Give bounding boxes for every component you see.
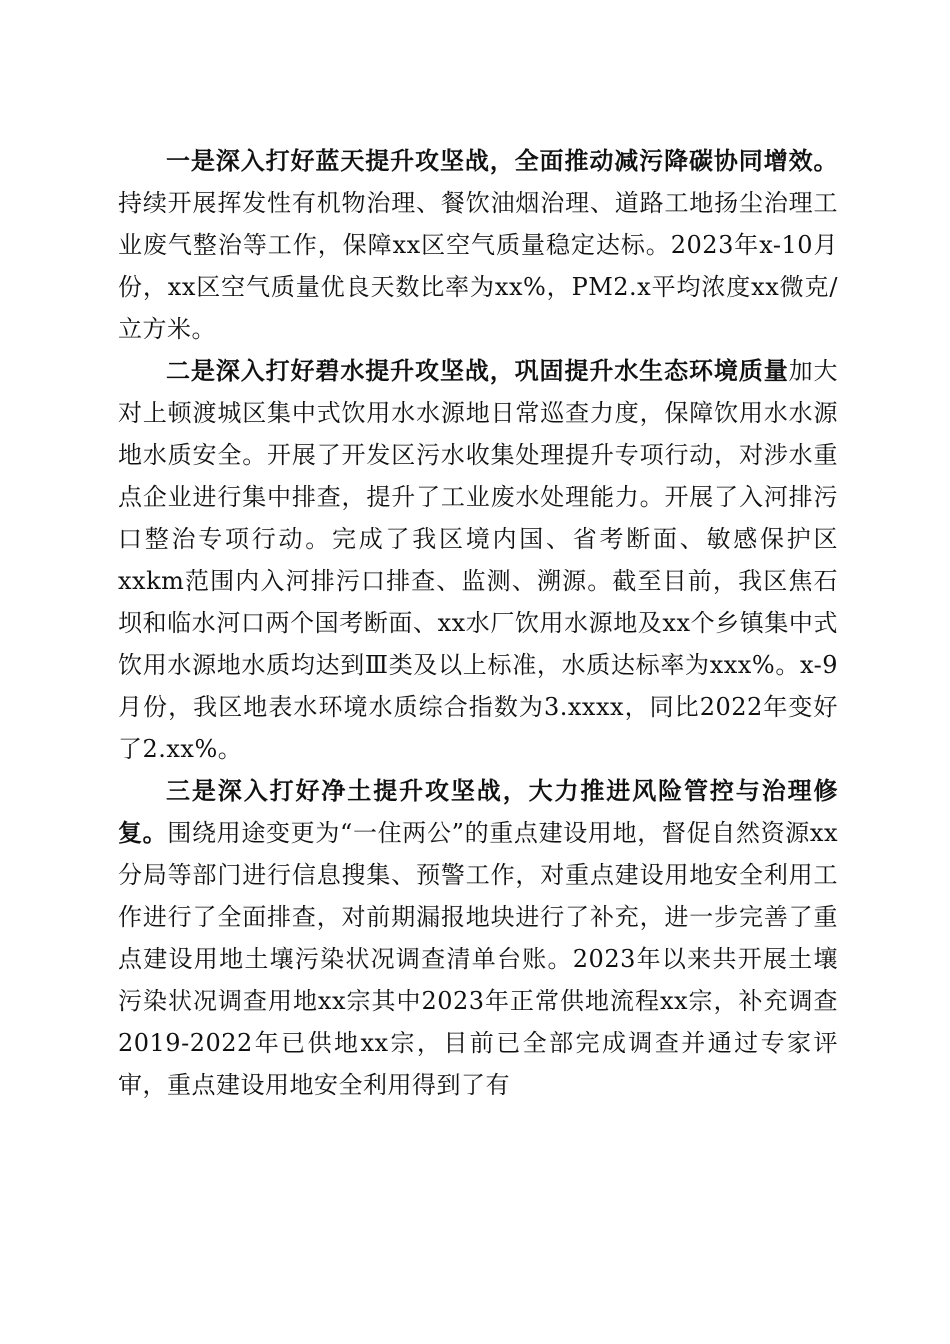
paragraph-body: 加大对上顿渡城区集中式饮用水水源地日常巡查力度，保障饮用水水源地水质安全。开展了开发区污水收集处理提升专项行动，对涉水重点企业进行集中排查，提升了工业废水处理能力。开展了入河排污口整治专项行动。完成了我区境内国、省考断面、敏感保护区xxkm范围内入河排污口排查、监测、溯源。截至目前，我区焦石坝和临水河口两个国考断面、xx水厂饮用水源地及xx个乡镇集中式饮用水源地水质均达到Ⅲ类及以上标准，水质达标率为xxx%。x-9月份，我区地表水环境水质综合指数为3.xxxx，同比2022年变好了2.xx%。 bbox=[118, 357, 839, 763]
document-page bbox=[118, 140, 838, 1106]
paragraph-lead: 一是深入打好蓝天提升攻坚战，全面推动减污降碳协同增效。 bbox=[166, 146, 838, 175]
paragraph-air bbox=[118, 140, 838, 350]
paragraph-water bbox=[118, 350, 838, 770]
paragraph-body: 围绕用途变更为“一住两公”的重点建设用地，督促自然资源xx分局等部门进行信息搜集、预警工作，对重点建设用地安全利用工作进行了全面排查，对前期漏报地块进行了补充，进一步完善了重点建设用地土壤污染状况调查清单台账。2023年以来共开展土壤污染状况调查用地xx宗其中2023年正常供地流程xx宗，补充调查2019-2022年已供地xx宗，目前已全部完成调查并通过专家评审，重点建设用地安全利用得到了有 bbox=[118, 819, 839, 1099]
paragraph-body: 持续开展挥发性有机物治理、餐饮油烟治理、道路工地扬尘治理工业废气整治等工作，保障xx区空气质量稳定达标。2023年x-10月份，xx区空气质量优良天数比率为xx%，PM2.x平均浓度xx微克/立方米。 bbox=[118, 189, 838, 343]
paragraph-lead: 二是深入打好碧水提升攻坚战，巩固提升水生态环境质量 bbox=[166, 356, 789, 385]
paragraph-lead: 三是深入打好净土提升攻坚战，大力推进风险管控与治理修复。 bbox=[118, 776, 838, 847]
paragraph-soil bbox=[118, 770, 838, 1106]
